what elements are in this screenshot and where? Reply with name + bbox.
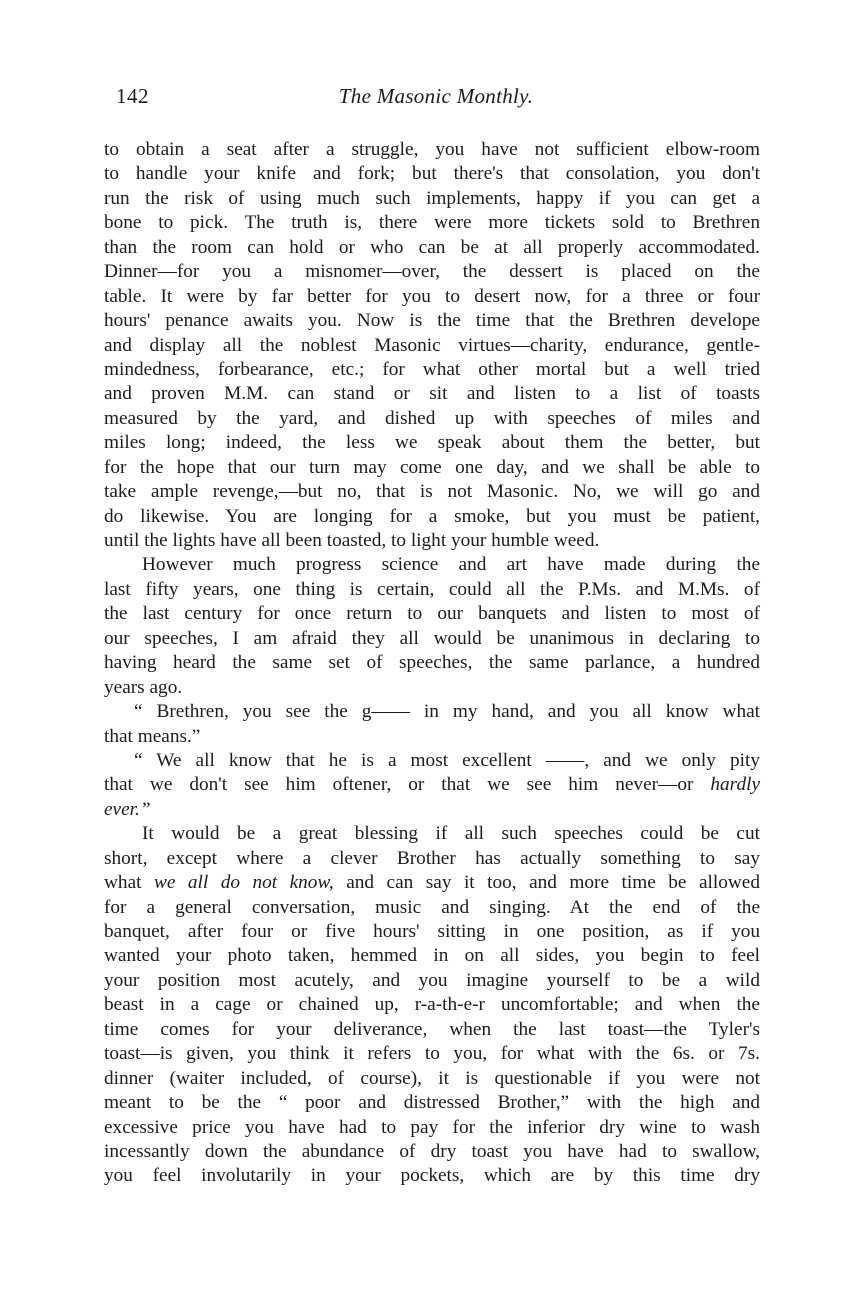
text-line: run the risk of using much such implements, happy if you can get a [104, 187, 760, 209]
text-run: what [104, 872, 154, 894]
paragraph-first-line: However much progress science and art have made during the [142, 554, 760, 576]
quotation-first-line: “ We all know that he is a most excellent ——, and we only pity [134, 749, 760, 771]
text-line: than the room can hold or who can be at all properly accommodated. [104, 236, 760, 258]
text-line: beast in a cage or chained up, r-a-th-e-r uncomfortable; and when the [104, 994, 760, 1016]
text-line: having heard the same set of speeches, the same parlance, a hundred [104, 652, 760, 674]
text-line: bone to pick. The truth is, there were more tickets sold to Brethren [104, 212, 760, 234]
text-line: time comes for your deliverance, when the last toast—the Tyler's [104, 1018, 760, 1040]
text-line: incessantly down the abundance of dry toast you have had to swallow, [104, 1140, 760, 1162]
text-line: table. It were by far better for you to desert now, for a three or four [104, 285, 760, 307]
text-line [104, 773, 760, 797]
text-line: wanted your photo taken, hemmed in on all sides, you begin to feel [104, 945, 760, 967]
text-line: toast—is given, you think it refers to you, for what with the 6s. or 7s. [104, 1043, 760, 1065]
body-text [104, 138, 760, 1189]
text-line: you feel involutarily in your pockets, which are by this time dry [104, 1165, 760, 1187]
paragraph-first-line: It would be a great blessing if all such speeches could be cut [142, 823, 760, 845]
text-line: last fifty years, one thing is certain, could all the P.Ms. and M.Ms. of [104, 578, 760, 600]
text-line: for a general conversation, music and singing. At the end of the [104, 896, 760, 918]
text-line: and display all the noblest Masonic virtues—charity, endurance, gentle- [104, 334, 760, 356]
text-line: to handle your knife and fork; but there's that consolation, you don't [104, 163, 760, 185]
text-line: the last century for once return to our banquets and listen to most of [104, 603, 760, 625]
text-line: that means.” [104, 725, 201, 747]
italic-emphasis: we all do not know, [153, 872, 334, 894]
italic-emphasis: ever.” [104, 798, 151, 820]
text-line: take ample revenge,—but no, that is not Masonic. No, we will go and [104, 481, 760, 503]
italic-emphasis: hardly [710, 774, 760, 796]
text-line: short, except where a clever Brother has actually something to say [104, 847, 760, 869]
text-line: Dinner—for you a misnomer—over, the dessert is placed on the [104, 261, 760, 283]
running-title: The Masonic Monthly. [338, 84, 534, 108]
text-line: miles long; indeed, the less we speak about them the better, but [104, 432, 760, 454]
text-line [104, 871, 760, 895]
text-line: excessive price you have had to pay for the inferior dry wine to wash [104, 1116, 760, 1138]
text-line: hours' penance awaits you. Now is the time that the Brethren develope [104, 310, 760, 332]
page-number: 142 [116, 84, 149, 108]
text-line: your position most acutely, and you imagine yourself to be a wild [104, 969, 760, 991]
quotation-first-line: “ Brethren, you see the g—— in my hand, and you all know what [134, 701, 760, 723]
text-line: meant to be the “ poor and distressed Brother,” with the high and [104, 1092, 760, 1114]
text-line: measured by the yard, and dished up with speeches of miles and [104, 407, 760, 429]
text-run: and can say it too, and more time be allowed [333, 872, 760, 894]
text-run: that we don't see him oftener, or that we see him never—or [104, 774, 711, 796]
page-header [116, 84, 756, 118]
text-line: until the lights have all been toasted, to light your humble weed. [104, 530, 600, 551]
text-line: for the hope that our turn may come one day, and we shall be able to [104, 456, 760, 478]
text-line: and proven M.M. can stand or sit and listen to a list of toasts [104, 383, 760, 405]
text-line: to obtain a seat after a struggle, you have not sufficient elbow-room [104, 139, 760, 160]
text-line: do likewise. You are longing for a smoke, but you must be patient, [104, 505, 760, 527]
text-line: our speeches, I am afraid they all would be unanimous in declaring to [104, 627, 760, 649]
text-line: dinner (waiter included, of course), it is questionable if you were not [104, 1067, 760, 1089]
text-line: mindedness, forbearance, etc.; for what other mortal but a well tried [104, 358, 760, 380]
text-line: banquet, after four or five hours' sitting in one position, as if you [104, 921, 760, 942]
text-line: years ago. [104, 676, 183, 698]
